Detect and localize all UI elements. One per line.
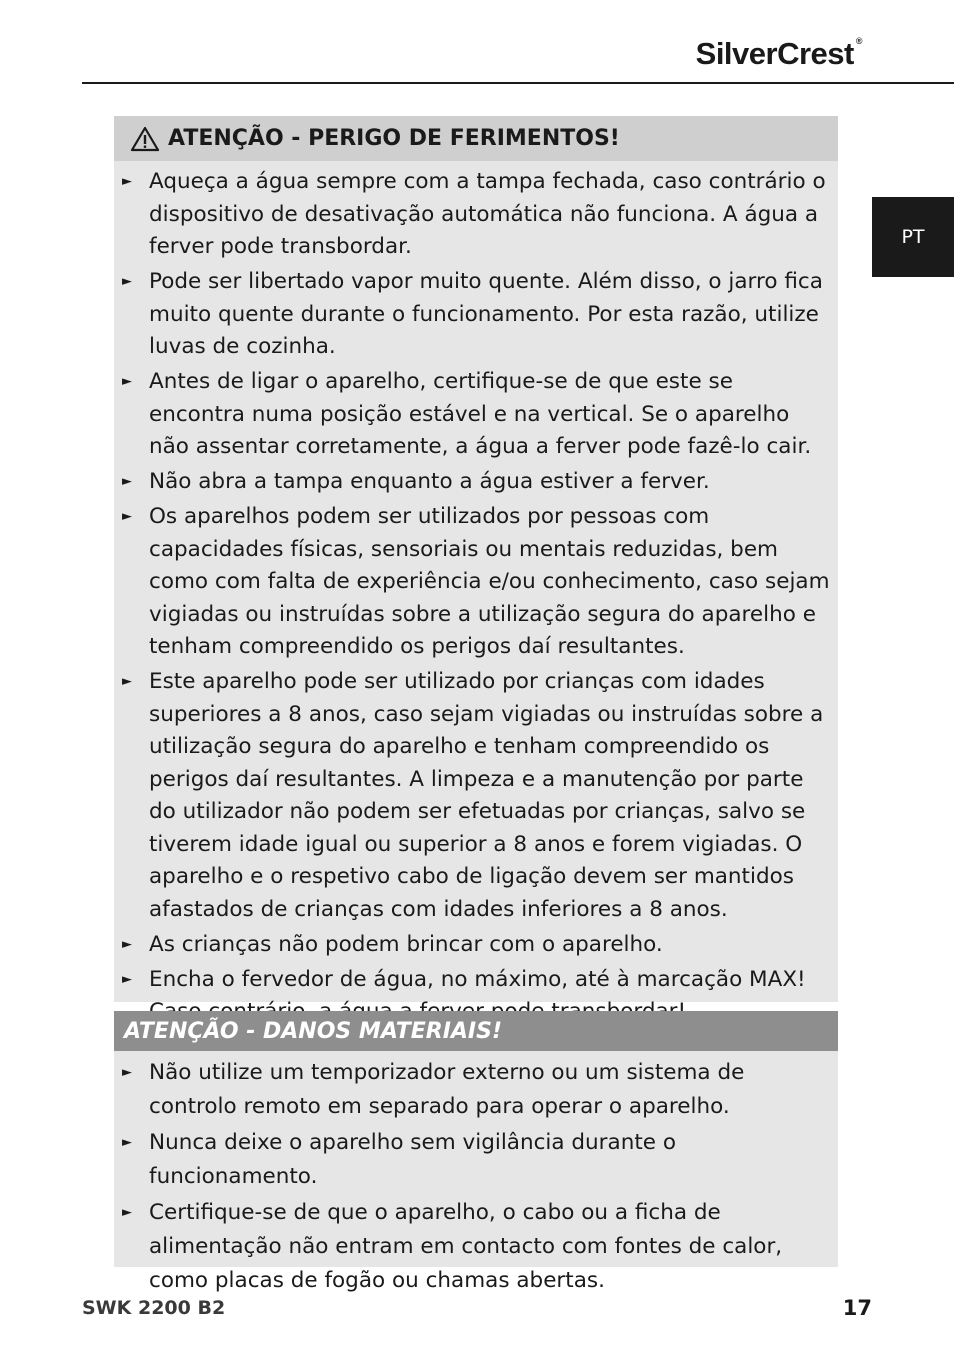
bullet-arrow-icon: ► — [122, 1065, 132, 1080]
brand-logo — [696, 36, 862, 72]
warning-injury-header — [114, 116, 838, 161]
list-item: ► Pode ser libertado vapor muito quente. Além disso, o jarro fica muito quente durante o funcionamento. Por esta razão, utilize luvas de cozinha. — [114, 266, 838, 364]
bullet-arrow-icon: ► — [122, 474, 132, 489]
warning-injury-list — [114, 166, 838, 1029]
bullet-arrow-icon: ► — [122, 374, 132, 389]
bullet-arrow-icon: ► — [122, 971, 132, 987]
bullet-arrow-icon: ► — [122, 509, 132, 524]
warning-damage-list — [114, 1056, 838, 1298]
list-item: ► Antes de ligar o aparelho, certifique-se de que este se encontra numa posição estável e na vertical. Se o aparelho não assentar corretamente, a água a ferver pode fazê-lo cair. — [114, 366, 838, 464]
header-rule — [82, 82, 954, 84]
bullet-arrow-icon: ► — [122, 1135, 132, 1150]
list-item: ► Este aparelho pode ser utilizado por crianças com idades superiores a 8 anos, caso sejam vigiadas ou instruídas sobre a utilização segura do aparelho e tenham compreendido os perigos daí resultantes. A limpeza e a manutenção por parte do utilizador não podem ser efetuadas por crianças, salvo se tiverem idade igual ou superior a 8 anos e forem vigiadas. O aparelho e o respetivo cabo de ligação devem ser mantidos afastados de crianças com idades inferiores a 8 anos. — [114, 666, 838, 926]
warning-damage-header — [114, 1011, 838, 1051]
list-item: ► Nunca deixe o aparelho sem vigilância durante o funcionamento. — [114, 1126, 838, 1194]
language-tab — [872, 197, 954, 277]
bullet-arrow-icon: ► — [122, 1205, 132, 1220]
page-number: 17 — [842, 1296, 872, 1320]
footer-model: SWK 2200 B2 — [82, 1297, 226, 1319]
warning-triangle-icon — [130, 126, 160, 152]
warning-damage-box — [114, 1011, 838, 1293]
list-item: ► Encha o fervedor de água, no máximo, até à marcação MAX! — [114, 964, 838, 1029]
list-item: ► As crianças não podem brincar com o aparelho. — [114, 929, 838, 962]
warning-injury-title: ATENÇÃO - PERIGO DE FERIMENTOS! — [168, 126, 620, 151]
warning-damage-title: ATENÇÃO - DANOS MATERIAIS! — [124, 1018, 502, 1044]
list-item: ► Não abra a tampa enquanto a água estiver a ferver. — [114, 466, 838, 499]
bullet-arrow-icon: ► — [122, 674, 132, 689]
brand-name: SilverCrest — [695, 36, 854, 71]
warning-injury-box — [114, 116, 838, 1002]
list-item: ► Não utilize um temporizador externo ou um sistema de controlo remoto em separado para operar o aparelho. — [114, 1056, 838, 1124]
bullet-arrow-icon: ► — [122, 174, 132, 189]
list-item: ► Certifique-se de que o aparelho, o cabo ou a ficha de alimentação não entram em contacto com fontes de calor, como placas de fogão ou chamas abertas. — [114, 1196, 838, 1298]
list-item: ► Os aparelhos podem ser utilizados por pessoas com capacidades físicas, sensoriais ou mentais reduzidas, bem como com falta de experiência e/ou conhecimento, caso sejam vigiadas ou instruídas sobre a utilização segura do aparelho e tenham compreendido os perigos daí resultantes. — [114, 501, 838, 664]
list-item: ► Aqueça a água sempre com a tampa fechada, caso contrário o dispositivo de desativação automática não funciona. A água a ferver pode transbordar. — [114, 166, 838, 264]
bullet-arrow-icon: ► — [122, 274, 132, 289]
registered-mark: ® — [855, 36, 862, 46]
language-tab-label: PT — [901, 226, 925, 248]
bullet-arrow-icon: ► — [122, 936, 132, 952]
